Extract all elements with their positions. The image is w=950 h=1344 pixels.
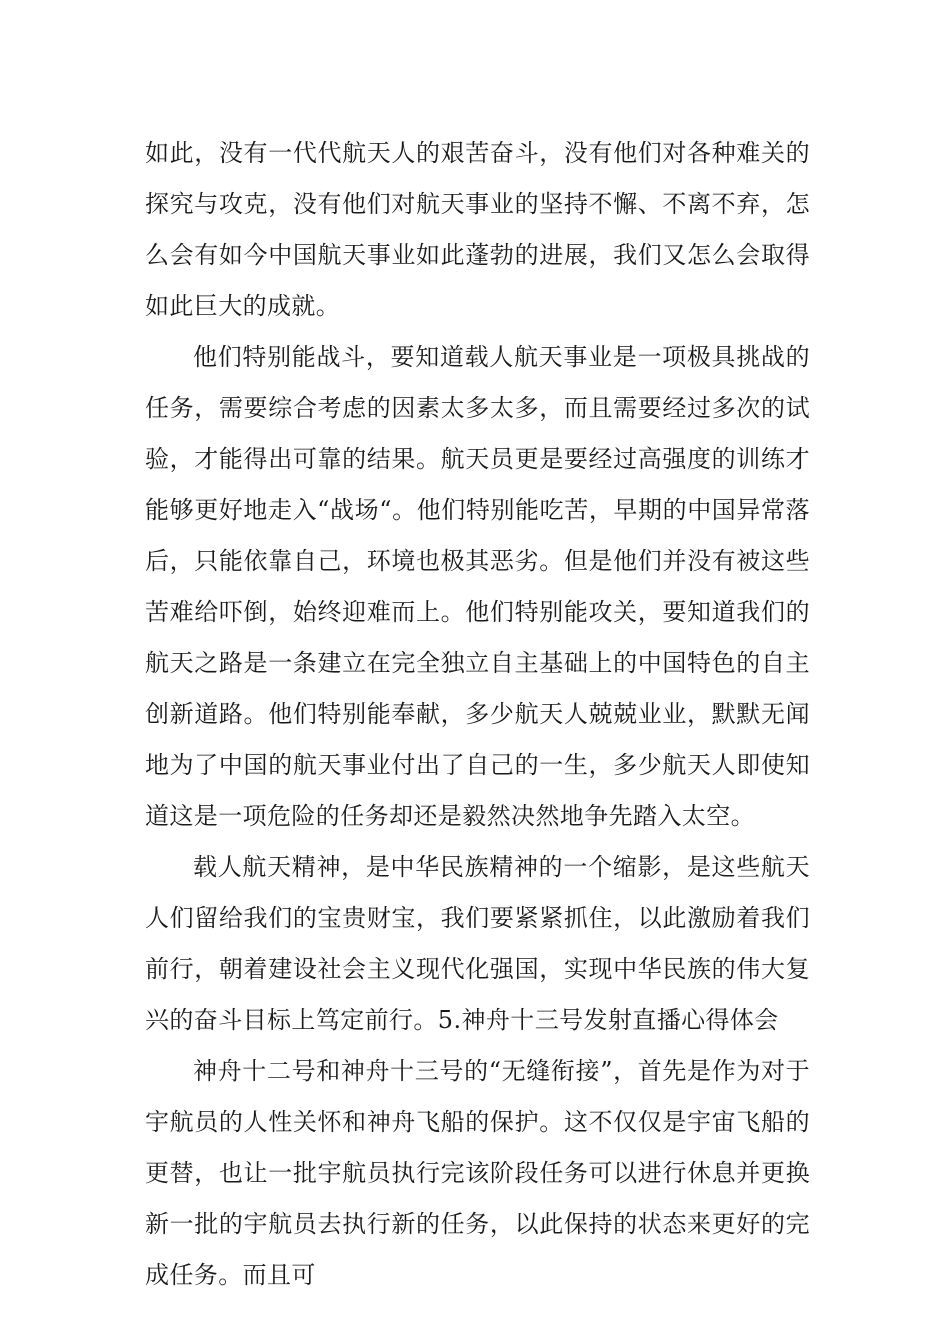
paragraph-4: 神舟十二号和神舟十三号的“无缝衔接”，首先是作为对于宇航员的人性关怀和神舟飞船的保护。这不仅仅是宇宙飞船的更替，也让一批宇航员执行完该阶段任务可以进行休息并更换新一批的宇航员去执行新的任务，以此保持的状态来更好的完成任务。而且可 [145, 1057, 810, 1289]
paragraph-1: 如此，没有一代代航天人的艰苦奋斗，没有他们对各种难关的探究与攻克，没有他们对航天事业的坚持不懈、不离不弃，怎么会有如今中国航天事业如此蓬勃的进展，我们又怎么会取得如此巨大的成就。 [145, 139, 810, 320]
body-text [145, 128, 810, 1301]
paragraph-3: 载人航天精神，是中华民族精神的一个缩影，是这些航天人们留给我们的宝贵财宝，我们要紧紧抓住，以此激励着我们前行，朝着建设社会主义现代化强国，实现中华民族的伟大复兴的奋斗目标上笃定前行。5.神舟十三号发射直播心得体会 [145, 853, 810, 1034]
paragraph-2: 他们特别能战斗，要知道载人航天事业是一项极具挑战的任务，需要综合考虑的因素太多太多，而且需要经过多次的试验，才能得出可靠的结果。航天员更是要经过高强度的训练才能够更好地走入“战场“。他们特别能吃苦，早期的中国异常落后，只能依靠自己，环境也极其恶劣。但是他们并没有被这些苦难给吓倒，始终迎难而上。他们特别能攻关，要知道我们的航天之路是一条建立在完全独立自主基础上的中国特色的自主创新道路。他们特别能奉献，多少航天人兢兢业业，默默无闻地为了中国的航天事业付出了自己的一生，多少航天人即使知道这是一项危险的任务却还是毅然决然地争先踏入太空。 [145, 343, 810, 830]
